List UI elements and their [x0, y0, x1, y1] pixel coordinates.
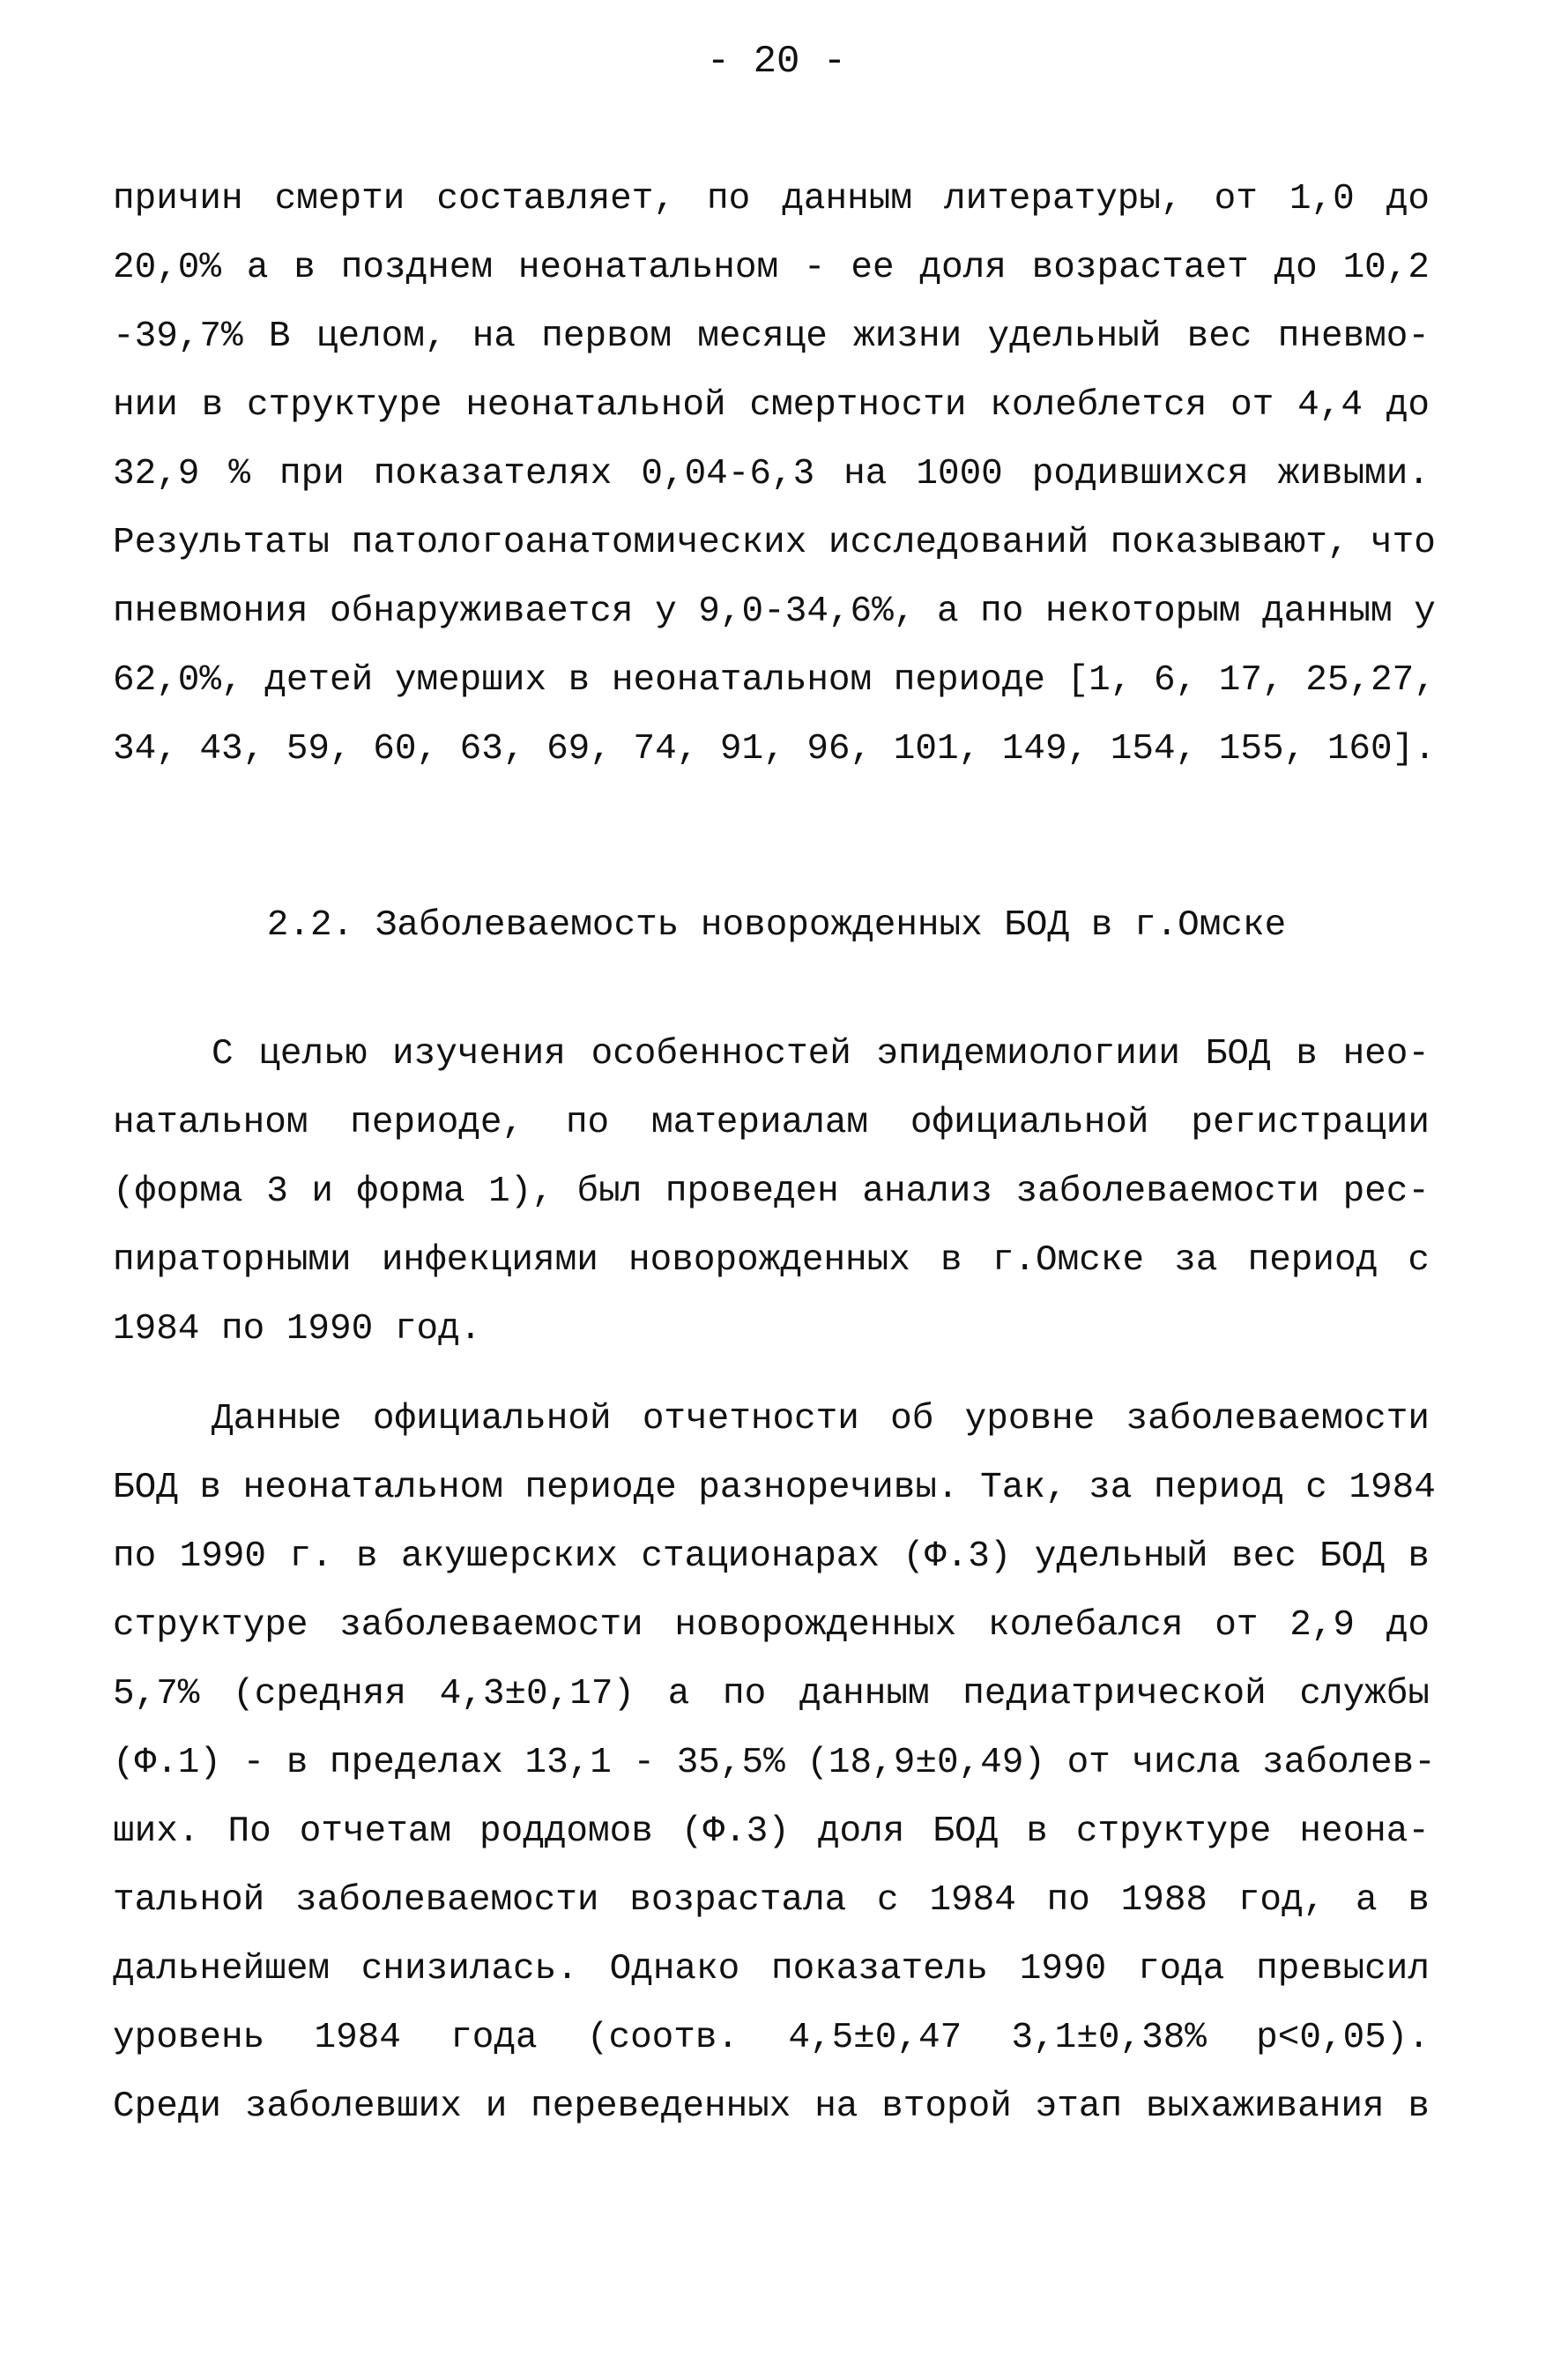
text-line: -39,7% В целом, на первом месяце жизни удельный вес пневмо-: [113, 316, 1430, 357]
page-number: - 20 -: [706, 40, 847, 84]
text-line: причин смерти составляет, по данным литературы, от 1,0 до: [113, 179, 1430, 219]
text-line: нии в структуре неонатальной смертности колеблется от 4,4 до: [113, 385, 1430, 426]
text-line: тальной заболеваемости возрастала с 1984 по 1988 год, а в: [113, 1880, 1430, 1921]
text-line: С целью изучения особенностей эпидемиологиии БОД в нео-: [212, 1034, 1430, 1075]
text-line: натальном периоде, по материалам официальной регистрации: [113, 1103, 1430, 1143]
text-line: Данные официальной отчетности об уровне заболеваемости: [212, 1399, 1430, 1439]
text-line: структуре заболеваемости новорожденных колебался от 2,9 до: [113, 1605, 1430, 1646]
text-line: по 1990 г. в акушерских стационарах (Ф.3) удельный вес БОД в: [113, 1536, 1430, 1577]
text-line: пневмония обнаруживается у 9,0-34,6%, а по некоторым данным у: [113, 591, 1436, 632]
text-line: 20,0% а в позднем неонатальном - ее доля возрастает до 10,2: [113, 248, 1430, 288]
text-line: дальнейшем снизилась. Однако показатель 1990 года превысил: [113, 1949, 1430, 1990]
text-line: БОД в неонатальном периоде разноречивы. Так, за период с 1984: [113, 1468, 1436, 1508]
text-line: уровень 1984 года (соотв. 4,5±0,47 3,1±0,38% p<0,05).: [113, 2018, 1430, 2058]
text-line: 34, 43, 59, 60, 63, 69, 74, 91, 96, 101, 149, 154, 155, 160].: [113, 729, 1436, 770]
text-line: пираторными инфекциями новорожденных в г.Омске за период с: [113, 1240, 1430, 1281]
text-line: Среди заболевших и переведенных на второй этап выхаживания в: [113, 2086, 1430, 2127]
text-line: (Ф.1) - в пределах 13,1 - 35,5% (18,9±0,49) от числа заболев-: [113, 1743, 1436, 1783]
text-line: (форма 3 и форма 1), был проведен анализ заболеваемости рес-: [113, 1171, 1430, 1212]
text-line: 1984 по 1990 год.: [113, 1309, 482, 1350]
text-line: ших. По отчетам роддомов (Ф.3) доля БОД в структуре неона-: [113, 1811, 1430, 1852]
text-line: 32,9 % при показателях 0,04-6,3 на 1000 родившихся живыми.: [113, 454, 1430, 495]
section-heading: 2.2. Заболеваемость новорожденных БОД в г.Омске: [266, 905, 1287, 946]
text-line: 5,7% (средняя 4,3±0,17) а по данным педиатрической службы: [113, 1674, 1430, 1714]
text-line: Результаты патологоанатомических исследований показывают, что: [113, 523, 1436, 563]
text-line: 62,0%, детей умерших в неонатальном периоде [1, 6, 17, 25,27,: [113, 660, 1436, 701]
